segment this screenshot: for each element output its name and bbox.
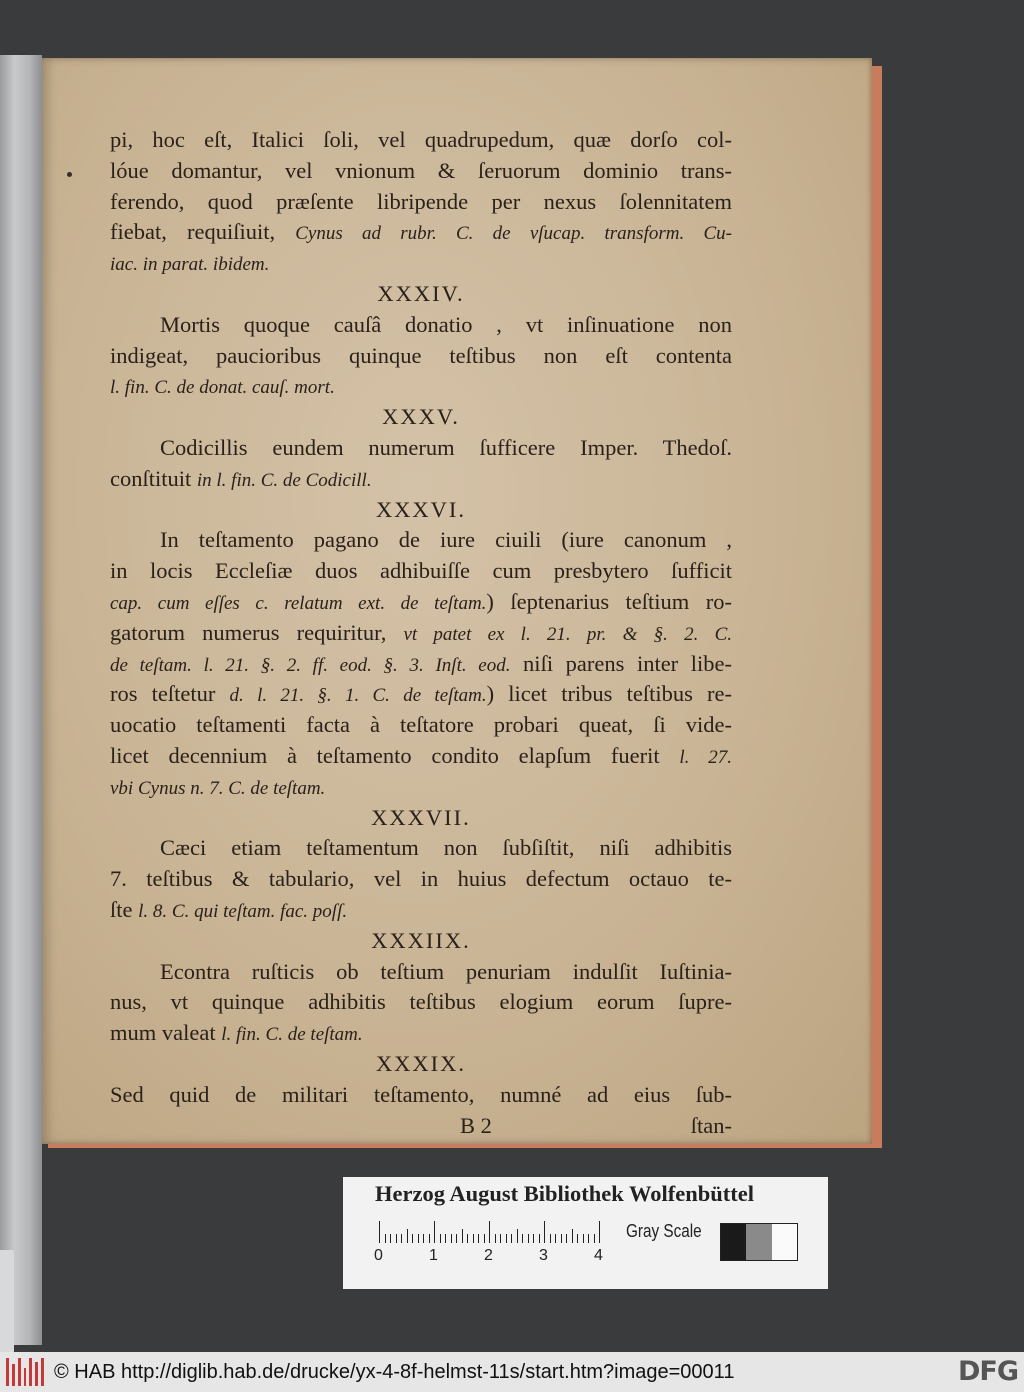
text-line <box>110 464 732 495</box>
citation: l. 8. C. qui teſtam. fac. poſſ. <box>138 900 348 922</box>
ruler-number: 2 <box>484 1247 493 1264</box>
thesis-number <box>110 495 732 526</box>
text-line <box>110 895 732 926</box>
credit-url[interactable]: © HAB http://diglib.hab.de/drucke/yx-4-8f-helmst-11s/start.htm?image=00011 <box>54 1360 735 1383</box>
text-line <box>110 987 732 1018</box>
text-run: XXXVI. <box>375 496 467 522</box>
text-run: XXXIV. <box>377 280 465 306</box>
text-run: gatorum numerus requiritur, <box>110 619 404 645</box>
page-footer-line <box>110 1111 732 1142</box>
ruler-tick <box>401 1234 402 1243</box>
text-run: lóue domantur, vel vnionum & ſeruorum dominio trans- <box>110 157 732 183</box>
thesis-number <box>110 279 732 310</box>
ruler-tick <box>462 1229 463 1243</box>
ruler-tick <box>478 1234 479 1243</box>
library-name: Herzog August Bibliothek Wolfenbüttel <box>375 1181 754 1206</box>
gray-swatch <box>721 1224 746 1260</box>
ruler-tick <box>566 1234 567 1243</box>
ruler-tick <box>533 1234 534 1243</box>
ruler-number: 4 <box>594 1247 603 1264</box>
logo-bar <box>41 1358 44 1386</box>
ruler-tick <box>583 1234 584 1243</box>
text-run: Sed quid de militari teſtamento, numné ad eius ſub- <box>110 1081 732 1107</box>
citation: d. l. 21. §. 1. C. de teſtam. <box>229 685 487 707</box>
text-run: uocatio teſtamenti facta à teſtatore probari queat, ſi vide- <box>110 712 732 738</box>
text-line <box>110 833 732 864</box>
ruler-tick <box>528 1234 529 1243</box>
text-run: Mortis quoque cauſâ donatio , vt inſinuatione non <box>160 311 732 337</box>
ruler-tick <box>599 1221 600 1243</box>
library-logo-icon <box>6 1358 44 1386</box>
text-run: Codicillis eundem numerum ſufficere Imper. Thedoſ. <box>160 434 732 460</box>
text-line <box>110 587 732 618</box>
text-line <box>110 310 732 341</box>
text-run: indigeat, paucioribus quinque teſtibus non eſt contenta <box>110 342 732 368</box>
ruler-tick <box>561 1234 562 1243</box>
text-line <box>110 433 732 464</box>
ruler-tick <box>407 1229 408 1243</box>
citation: l. 27. <box>679 746 732 768</box>
ruler-tick <box>588 1234 589 1243</box>
thesis-number <box>110 803 732 834</box>
text-run: in locis Eccleſiæ duos adhibuiſſe cum presbytero ſufficit <box>110 558 732 584</box>
page-text <box>110 125 732 1141</box>
text-run: XXXIX. <box>375 1050 467 1076</box>
text-run: ſte <box>110 896 139 922</box>
citation: de teſtam. l. 21. §. 2. ff. eod. §. 3. Inſt. eod. <box>110 654 511 676</box>
ruler-tick <box>467 1234 468 1243</box>
text-line <box>110 710 732 741</box>
ruler-tick <box>550 1234 551 1243</box>
ruler-tick <box>473 1234 474 1243</box>
ruler-tick <box>429 1234 430 1243</box>
ruler-tick <box>445 1234 446 1243</box>
ruler-tick <box>594 1234 595 1243</box>
ruler-tick <box>555 1234 556 1243</box>
text-run: XXXV. <box>382 404 460 430</box>
text-line <box>110 371 732 402</box>
thesis-number <box>110 926 732 957</box>
ruler-tick <box>396 1234 397 1243</box>
text-run: licet decennium à teſtamento condito elapſum fuerit <box>110 742 680 768</box>
ruler-tick <box>500 1234 501 1243</box>
text-run: 7. teſtibus & tabulario, vel in huius defectum octauo te- <box>110 866 732 892</box>
gray-swatch <box>772 1224 797 1260</box>
text-line <box>110 248 732 279</box>
ruler-tick <box>495 1234 496 1243</box>
ruler-tick <box>577 1234 578 1243</box>
text-run: fiebat, requiſiuit, <box>110 219 296 245</box>
text-line <box>110 957 732 988</box>
dfg-logo: DFG <box>957 1356 1018 1387</box>
ruler-tick <box>544 1221 545 1243</box>
ruler-number: 3 <box>539 1247 548 1264</box>
ruler-tick <box>451 1234 452 1243</box>
text-run: pi, hoc eſt, Italici ſoli, vel quadrupedum, quæ dorſo col- <box>110 127 732 152</box>
text-line <box>110 125 732 156</box>
citation: cap. cum eſſes c. relatum ext. de teſtam. <box>110 592 487 614</box>
text-line <box>110 1018 732 1049</box>
ruler-number: 1 <box>429 1247 438 1264</box>
ruler-tick <box>456 1234 457 1243</box>
text-line <box>110 1080 732 1111</box>
text-run: ferendo, quod præſente libripende per nexus ſolennitatem <box>110 188 732 214</box>
ruler-tick <box>390 1234 391 1243</box>
logo-bar <box>12 1364 15 1386</box>
text-line <box>110 772 732 803</box>
color-calibration-card <box>343 1177 828 1289</box>
ruler-tick <box>511 1234 512 1243</box>
text-run: ) licet tribus teſtibus re- <box>486 681 732 707</box>
text-run: Econtra ruſticis ob teſtium penuriam indulſit Iuſtinia- <box>160 958 732 984</box>
text-run: ros teſtetur <box>110 681 230 707</box>
ruler-tick <box>423 1234 424 1243</box>
ruler-tick <box>489 1221 490 1243</box>
logo-bar <box>18 1358 21 1386</box>
citation: in l. fin. C. de Codicill. <box>196 469 372 491</box>
text-run: nus, vt quinque adhibitis teſtibus elogium eorum ſupre- <box>110 989 732 1015</box>
text-run: mum valeat <box>110 1020 222 1046</box>
text-run: XXXVII. <box>371 804 471 830</box>
book-binding <box>0 55 42 1345</box>
ruler-tick <box>412 1234 413 1243</box>
text-run: In teſtamento pagano de iure ciuili (iure canonum , <box>160 527 732 553</box>
citation: l. fin. C. de donat. cauſ. mort. <box>110 377 335 399</box>
ruler-tick <box>484 1234 485 1243</box>
citation: vbi Cynus n. 7. C. de teſtam. <box>110 777 326 799</box>
text-line <box>110 679 732 710</box>
gray-scale-label: Gray Scale <box>626 1221 702 1241</box>
text-line <box>110 187 732 218</box>
ruler-tick <box>522 1234 523 1243</box>
text-line <box>110 156 732 187</box>
text-line <box>110 525 732 556</box>
ruler-tick <box>572 1229 573 1243</box>
logo-bar <box>24 1368 27 1386</box>
ruler-tick <box>440 1234 441 1243</box>
text-line <box>110 341 732 372</box>
ruler-tick <box>539 1234 540 1243</box>
text-run: conſtituit <box>110 465 197 491</box>
text-line <box>110 618 732 649</box>
text-line <box>110 217 732 248</box>
text-line <box>110 649 732 680</box>
logo-bar <box>29 1358 32 1386</box>
text-line <box>110 864 732 895</box>
ruler-number: 0 <box>374 1247 383 1264</box>
text-run: niſi parens inter libe- <box>510 650 732 676</box>
gray-swatch <box>746 1224 771 1260</box>
signature-mark: B 2 <box>460 1112 492 1138</box>
citation: l. fin. C. de teſtam. <box>221 1024 363 1046</box>
text-run: XXXIIX. <box>371 927 471 953</box>
gray-scale-swatches <box>720 1223 798 1261</box>
scale-ruler <box>373 1221 609 1264</box>
text-run: ) ſeptenarius teſtium ro- <box>486 588 732 614</box>
ruler-tick <box>506 1234 507 1243</box>
text-line <box>110 741 732 772</box>
text-run: Cæci etiam teſtamentum non ſubſiſtit, niſi adhibitis <box>160 835 732 861</box>
ruler-tick <box>379 1221 380 1243</box>
ruler-tick <box>517 1229 518 1243</box>
citation: vt patet ex l. 21. pr. & §. 2. C. <box>403 623 732 645</box>
thesis-number <box>110 402 732 433</box>
ruler-tick <box>385 1234 386 1243</box>
text-line <box>110 556 732 587</box>
logo-bar <box>35 1362 38 1386</box>
logo-bar <box>6 1358 9 1386</box>
thesis-number <box>110 1049 732 1080</box>
citation: iac. in parat. ibidem. <box>110 254 270 276</box>
footer-bar <box>0 1352 1024 1392</box>
ruler-tick <box>434 1221 435 1243</box>
margin-mark <box>67 172 72 177</box>
citation: Cynus ad rubr. C. de vſucap. transform. Cu- <box>295 223 732 245</box>
catchword: ſtan- <box>690 1112 732 1138</box>
ruler-tick <box>418 1234 419 1243</box>
